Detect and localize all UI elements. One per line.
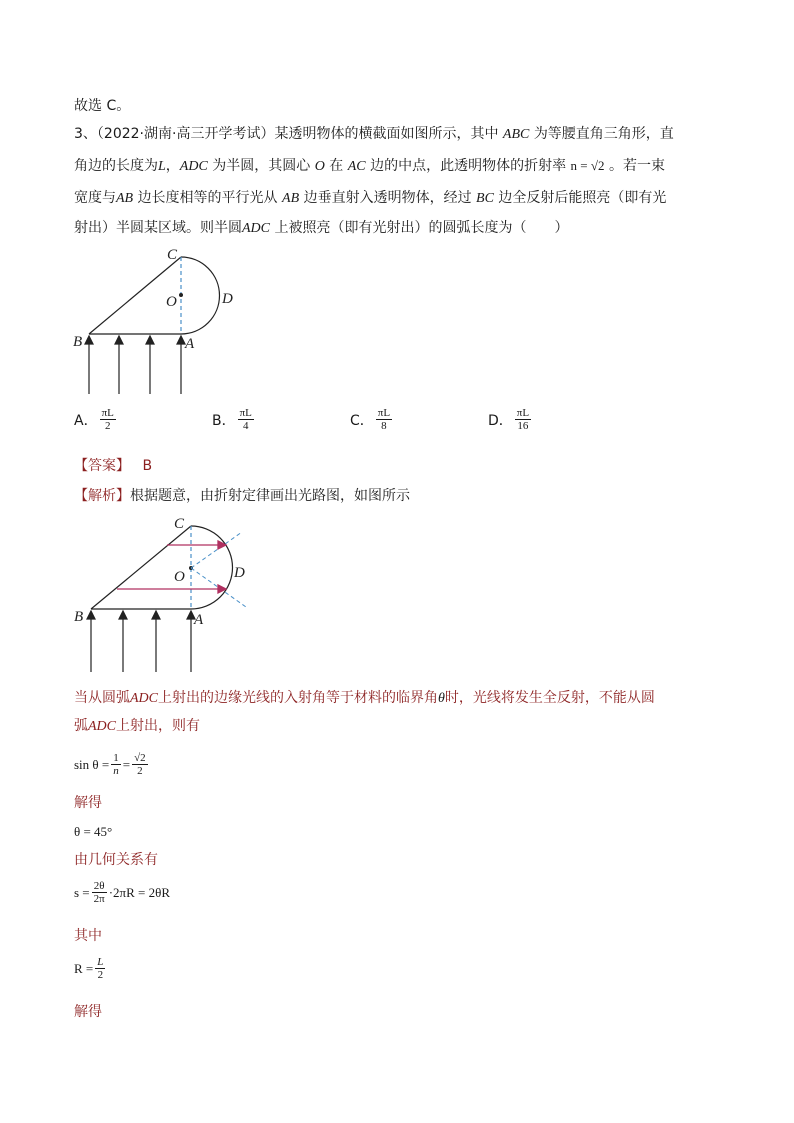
analysis-label: 【解析】 <box>74 488 130 504</box>
svg-text:D: D <box>234 565 245 581</box>
svg-text:O: O <box>174 569 185 585</box>
normal-upper <box>191 532 242 568</box>
answer-value: B <box>142 458 153 474</box>
svg-text:A: A <box>194 612 204 628</box>
option-a[interactable]: A． $\frac{\pi L}{2}$ <box>74 407 114 432</box>
question-line-1: 3、（2022·湖南·高三开学考试）某透明物体的横截面如图所示，其中 ABC 为等腰直角三角形，直 <box>74 126 674 142</box>
svg-text:C: C <box>174 516 185 532</box>
option-b[interactable]: B． $\frac{\pi L}{4}$ <box>212 407 252 432</box>
label-c: C <box>167 247 178 263</box>
svg-text:B: B <box>74 609 84 625</box>
question-number: 3、 <box>74 126 97 142</box>
answer-label: 【答案】 <box>74 458 130 474</box>
question-figure <box>70 244 250 396</box>
analysis-p1: 当从圆弧ADC上射出的边缘光线的入射角等于材料的临界角θ时，光线将发生全反射，不能从圆 <box>74 690 655 706</box>
solve-label-2: 解得 <box>74 1004 102 1020</box>
question-source: （2022·湖南·高三开学考试） <box>96 126 275 142</box>
equation-radius: R = $\frac{L}{2}$ <box>74 956 104 981</box>
previous-answer-line: 故选 C。 <box>74 98 131 114</box>
incoming-rays <box>85 336 185 394</box>
analysis-p2: 弧ADC上射出，则有 <box>74 718 200 734</box>
equation-sin: sin θ = $\frac{1}{n}$ = $\frac{√2}{2}$ <box>74 752 146 777</box>
label-d: D <box>222 291 233 307</box>
option-c[interactable]: C． $\frac{\pi L}{8}$ <box>350 407 391 432</box>
geometry-label: 由几何关系有 <box>74 852 158 868</box>
where-label: 其中 <box>74 928 102 944</box>
reflected-rays <box>117 541 226 593</box>
question-line-3: 宽度与AB 边长度相等的平行光从 AB 边垂直射入透明物体，经过 BC 边全反射后能照亮（即有光 <box>74 190 667 206</box>
solve-label-1: 解得 <box>74 795 102 811</box>
equation-theta: θ = 45° <box>74 824 113 839</box>
center-point <box>179 293 183 297</box>
analysis-figure <box>70 512 260 674</box>
question-line-4: 射出）半圆某区域。则半圆ADC 上被照亮（即有光射出）的圆弧长度为（ ） <box>74 220 569 236</box>
analysis-intro: 【解析】根据题意，由折射定律画出光路图，如图所示 <box>74 488 410 504</box>
question-line-2: 角边的长度为L，ADC 为半圆，其圆心 O 在 AC 边的中点，此透明物体的折射率 n = √2 。若一束 <box>74 158 665 174</box>
semicircle-adc <box>181 257 219 334</box>
refractive-index-expr: n = √2 <box>570 158 605 173</box>
label-o: O <box>166 294 177 310</box>
label-b: B <box>73 334 83 350</box>
equation-arc: s = $\frac{2\theta}{2\pi}$ ·2πR = 2θR <box>74 880 170 905</box>
option-d[interactable]: D． $\frac{\pi L}{16}$ <box>488 407 530 432</box>
label-a: A <box>185 336 195 352</box>
answer-line <box>74 456 152 476</box>
